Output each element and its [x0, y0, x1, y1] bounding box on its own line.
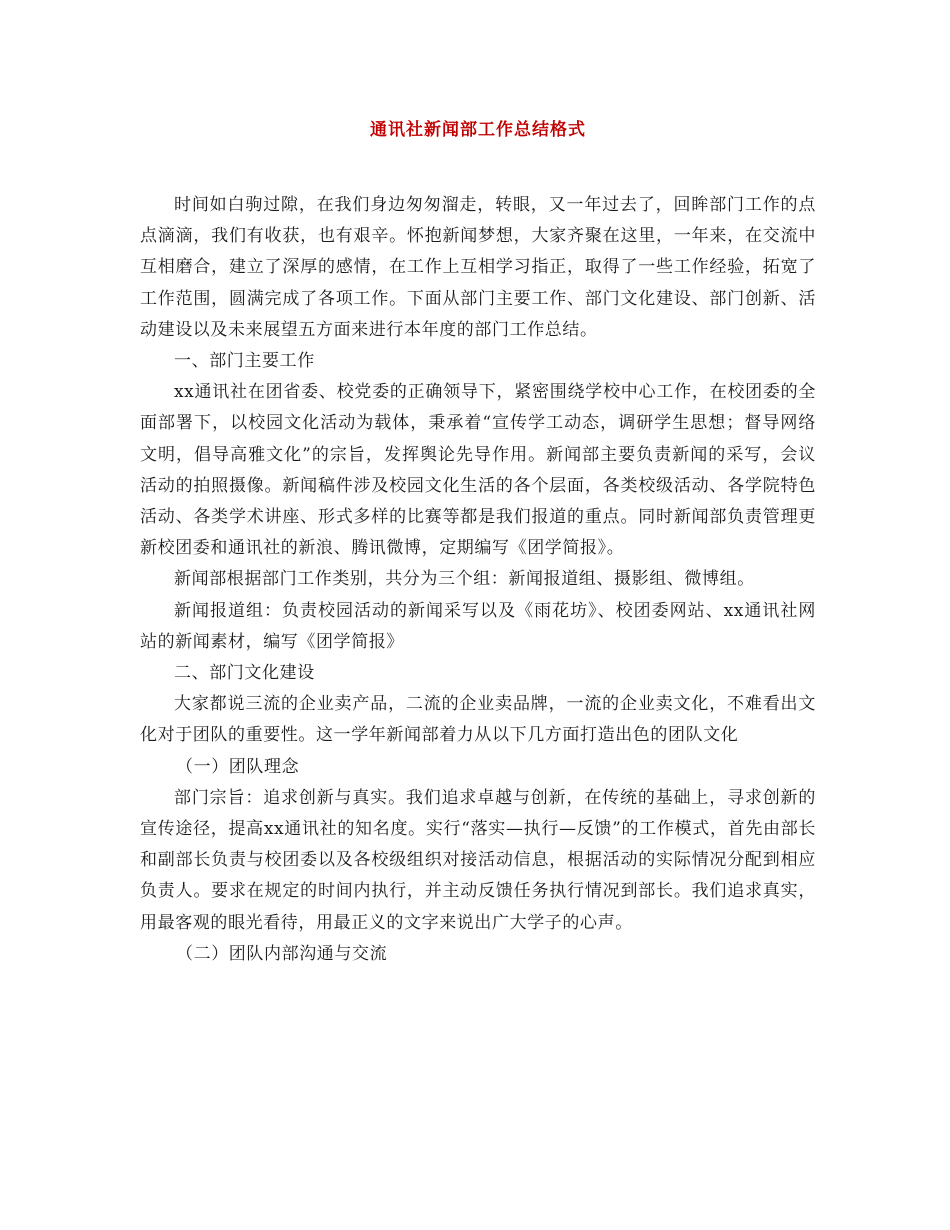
document-title: 通讯社新闻部工作总结格式: [370, 120, 586, 140]
news-group-paragraph: 新闻报道组：负责校园活动的新闻采写以及《雨花坊》、校团委网站、xx通讯社网站的新闻素材，编写《团学简报》: [140, 600, 816, 652]
intro-paragraph: 时间如白驹过隙，在我们身边匆匆溜走，转眼，又一年过去了，回眸部门工作的点点滴滴，我们有收获，也有艰辛。怀抱新闻梦想，大家齐聚在这里，一年来，在交流中互相磨合，建立了深厚的感情，在工作上互相学习指正，取得了一些工作经验，拓宽了工作范围，圆满完成了各项工作。下面从部门主要工作、部门文化建设、部门创新、活动建设以及未来展望五方面来进行本年度的部门工作总结。: [140, 195, 816, 340]
subheading-team-concept: （一）团队理念: [176, 756, 300, 777]
main-work-paragraph: xx通讯社在团省委、校党委的正确领导下，紧密围绕学校中心工作，在校团委的全面部署下，以校园文化活动为载体，秉承着“宣传学工动态，调研学生思想；督导网络文明，倡导高雅文化”的宗旨，发挥舆论先导作用。新闻部主要负责新闻的采写，会议活动的拍照摄像。新闻稿件涉及校园文化生活的各个层面，各类校级活动、各学院特色活动、各类学术讲座、形式多样的比赛等都是我们报道的重点。同时新闻部负责管理更新校团委和通讯社的新浪、腾讯微博，定期编写《团学简报》。: [140, 382, 816, 559]
subheading-internal-communication: （二）团队内部沟通与交流: [176, 943, 388, 964]
culture-paragraph: 大家都说三流的企业卖产品，二流的企业卖品牌，一流的企业卖文化，不难看出文化对于团队的重要性。这一学年新闻部着力从以下几方面打造出色的团队文化: [140, 694, 816, 746]
groups-paragraph: 新闻部根据部门工作类别，共分为三个组：新闻报道组、摄影组、微博组。: [174, 569, 755, 590]
team-concept-paragraph: 部门宗旨：追求创新与真实。我们追求卓越与创新，在传统的基础上，寻求创新的宣传途径，提高xx通讯社的知名度。实行“落实—执行—反馈”的工作模式，首先由部长和副部长负责与校团委以及各校级组织对接活动信息，根据活动的实际情况分配到相应负责人。要求在规定的时间内执行，并主动反馈任务执行情况到部长。我们追求真实，用最客观的眼光看待，用最正义的文字来说出广大学子的心声。: [140, 787, 816, 933]
document-page: [140, 118, 816, 970]
section-heading-main-work: 一、部门主要工作: [174, 351, 315, 372]
section-heading-culture: 二、部门文化建设: [174, 663, 315, 684]
